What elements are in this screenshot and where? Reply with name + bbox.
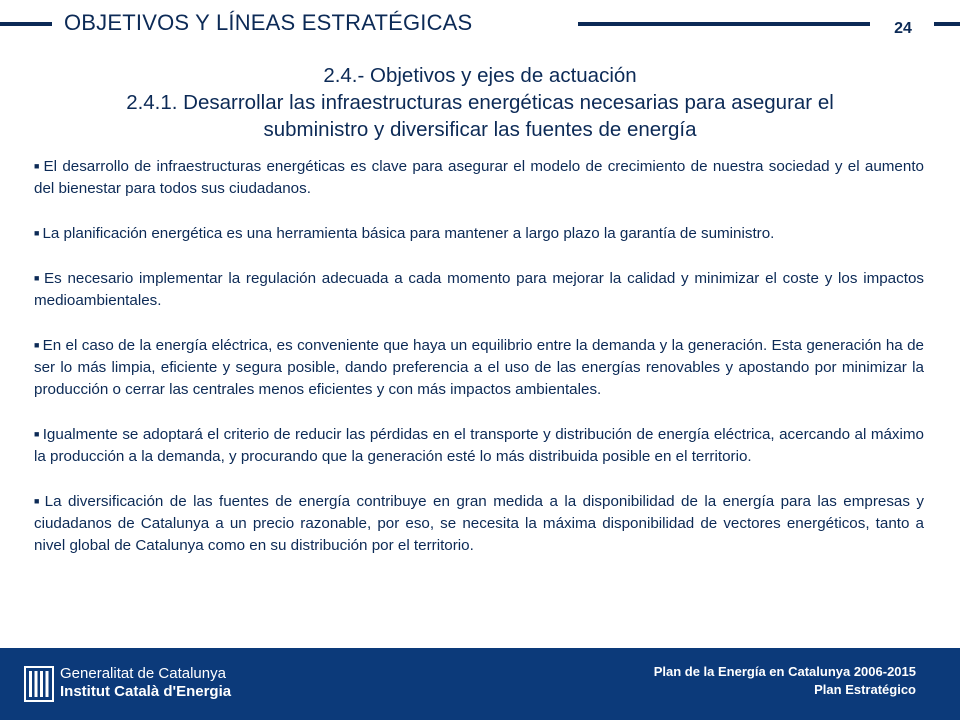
header-rule-middle xyxy=(578,22,870,26)
plan-name xyxy=(654,663,916,699)
generalitat-logo-icon xyxy=(24,666,54,702)
bullet-square-icon: ■ xyxy=(34,496,42,506)
bullet-item xyxy=(34,490,924,557)
title-line-1: 2.4.- Objetivos y ejes de actuación xyxy=(323,64,637,87)
bullet-text: Es necesario implementar la regulación adecuada a cada momento para mejorar la calidad y minimizar el coste y los impactos medioambientales. xyxy=(34,270,924,309)
org-line-2: Institut Català d'Energia xyxy=(60,683,232,700)
title-line-2: 2.4.1. Desarrollar las infraestructuras energéticas necesarias para asegurar el xyxy=(126,91,834,114)
bullet-text: La diversificación de las fuentes de energía contribuye en gran medida a la disponibilidad de la energía para las empresas y ciudadanos de Catalunya a un precio razonable, por eso, se necesita la máxima disponibilidad de vectores energéticos, tanto a nivel global de Catalunya como en su distribución por el territorio. xyxy=(34,493,924,554)
section-title: OBJETIVOS Y LÍNEAS ESTRATÉGICAS xyxy=(64,10,473,35)
plan-line-1: Plan de la Energía en Catalunya 2006-2015 xyxy=(653,664,916,679)
bullet-item xyxy=(34,334,924,401)
bullet-text: Igualmente se adoptará el criterio de reducir las pérdidas en el transporte y distribución de energía eléctrica, acercando al máximo la producción a la demanda, y procurando que la generación esté lo más distribuida posible en el territorio. xyxy=(34,426,924,465)
plan-line-2: Plan Estratégico xyxy=(814,682,916,697)
title-line-3: subministro y diversificar las fuentes de energía xyxy=(263,118,697,141)
page-number: 24 xyxy=(894,20,912,37)
bullet-square-icon: ■ xyxy=(34,429,40,439)
bullet-text: En el caso de la energía eléctrica, es conveniente que haya un equilibrio entre la demanda y la generación. Esta generación ha de ser lo más limpia, eficiente y segura posible, dando preferencia a el uso de las energías renovables y apostando por minimizar la producción o cerrar las centrales menos eficientes y con más impactos ambientales. xyxy=(34,337,924,398)
bullet-list xyxy=(34,155,924,579)
organization-name xyxy=(60,665,231,701)
org-line-1: Generalitat de Catalunya xyxy=(60,665,226,682)
bullet-square-icon: ■ xyxy=(34,161,41,171)
bullet-square-icon: ■ xyxy=(34,273,41,283)
bullet-item xyxy=(34,423,924,468)
bullet-item xyxy=(34,267,924,312)
page-title xyxy=(40,62,920,143)
footer-bar xyxy=(0,648,960,720)
bullet-square-icon: ■ xyxy=(34,340,40,350)
header-rule-left xyxy=(0,22,52,26)
bullet-square-icon: ■ xyxy=(34,228,40,238)
bullet-item xyxy=(34,155,924,200)
bullet-text: El desarrollo de infraestructuras energéticas es clave para asegurar el modelo de crecimiento de nuestra sociedad y el aumento del bienestar para todos sus ciudadanos. xyxy=(34,158,924,197)
bullet-text: La planificación energética es una herramienta básica para mantener a largo plazo la garantía de suministro. xyxy=(42,225,775,242)
bullet-item xyxy=(34,222,924,245)
header-rule-right xyxy=(934,22,960,26)
